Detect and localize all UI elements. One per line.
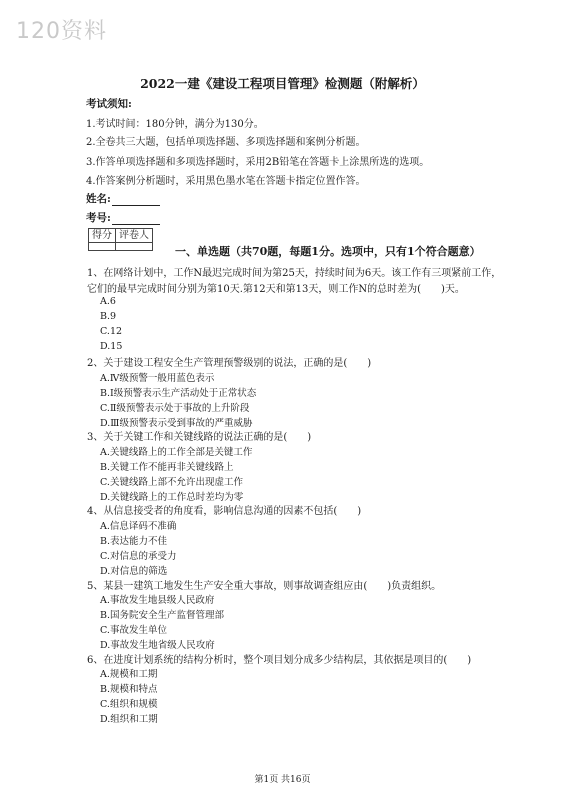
answer-option: C.组织和规模 — [100, 699, 158, 710]
notice-item: 4.作答案例分析题时，采用黑色墨水笔在答题卡指定位置作答。 — [86, 176, 366, 187]
page-number: 第1页 共16页 — [254, 775, 311, 785]
answer-option: B.9 — [100, 311, 117, 322]
question-text: 4、从信息接受者的角度看，影响信息沟通的因素不包括( ) — [87, 506, 362, 517]
answer-option: A.Ⅳ级预警一般用蓝色表示 — [100, 373, 215, 384]
answer-option: C.12 — [100, 326, 123, 337]
page-title: 2022一建《建设工程项目管理》检测题（附解析） — [140, 76, 425, 91]
score-cell — [89, 243, 116, 251]
question-text: 5、某县一建筑工地发生生产安全重大事故，则事故调查组应由( )负责组织。 — [87, 581, 442, 592]
answer-option: B.规模和特点 — [100, 684, 158, 695]
notice-item: 2.全卷共三大题，包括单项选择题、多项选择题和案例分析题。 — [86, 137, 366, 148]
notice-heading: 考试须知: — [86, 98, 132, 110]
score-header: 得分 — [89, 229, 116, 243]
answer-option: D.15 — [100, 341, 123, 352]
answer-option: A.事故发生地县级人民政府 — [100, 595, 215, 606]
question-text: 3、关于关键工作和关键线路的说法正确的是( ) — [87, 432, 312, 443]
answer-option: C.关键线路上部不允许出现虚工作 — [100, 477, 243, 488]
answer-option: A.6 — [100, 296, 116, 307]
answer-option: C.Ⅱ级预警表示处于事故的上升阶段 — [100, 403, 250, 414]
answer-option: D.组织和工期 — [100, 714, 158, 725]
reviewer-header: 评卷人 — [116, 229, 153, 243]
answer-option: A.规模和工期 — [100, 669, 158, 680]
name-blank-line — [112, 194, 160, 206]
watermark-logo: 120资料 — [16, 19, 107, 44]
answer-option: D.对信息的筛选 — [100, 566, 168, 577]
question-text: 2、关于建设工程安全生产管理预警级别的说法，正确的是( ) — [87, 358, 372, 369]
id-blank-line — [112, 213, 160, 225]
answer-option: D.事故发生地省级人民攻府 — [100, 640, 215, 651]
score-table — [88, 228, 153, 251]
answer-option: D.Ⅲ级预警表示受到事故的严重威胁 — [100, 418, 253, 429]
id-label: 考号: — [86, 212, 111, 224]
name-label: 姓名: — [86, 193, 111, 205]
answer-option: B.国务院安全生产监督管理部 — [100, 610, 225, 621]
answer-option: B.Ⅰ级预警表示生产活动处于正常状态 — [100, 388, 257, 399]
question-text: 它们的最早完成时间分别为第10天.第12天和第13天，则工作N的总时差为( )天。 — [87, 284, 465, 295]
answer-option: A.关键线路上的工作全部是关键工作 — [100, 447, 253, 458]
question-text: 1、在网络计划中，工作N最迟完成时间为第25天，持续时间为6天。该工作有三项紧前工作， — [87, 268, 502, 279]
notice-item: 1.考试时间：180分钟，满分为130分。 — [86, 119, 264, 130]
reviewer-cell — [116, 243, 153, 251]
answer-option: C.事故发生单位 — [100, 625, 167, 636]
answer-option: B.关键工作不能再非关键线路上 — [100, 462, 234, 473]
answer-option: B.表达能力不佳 — [100, 536, 168, 547]
answer-option: A.信息译码不准确 — [100, 521, 177, 532]
section-heading: 一、单选题（共70题，每题1分。选项中，只有1个符合题意） — [175, 245, 481, 258]
question-text: 6、在进度计划系统的结构分析时，整个项目划分成多少结构层，其依据是项目的( ) — [87, 655, 472, 666]
id-field — [86, 210, 160, 225]
notice-item: 3.作答单项选择题和多项选择题时，采用2B铅笔在答题卡上涂黑所选的选项。 — [86, 157, 430, 168]
answer-option: C.对信息的承受力 — [100, 551, 177, 562]
name-field — [86, 191, 160, 206]
answer-option: D.关键线路上的工作总时差均为零 — [100, 492, 244, 503]
